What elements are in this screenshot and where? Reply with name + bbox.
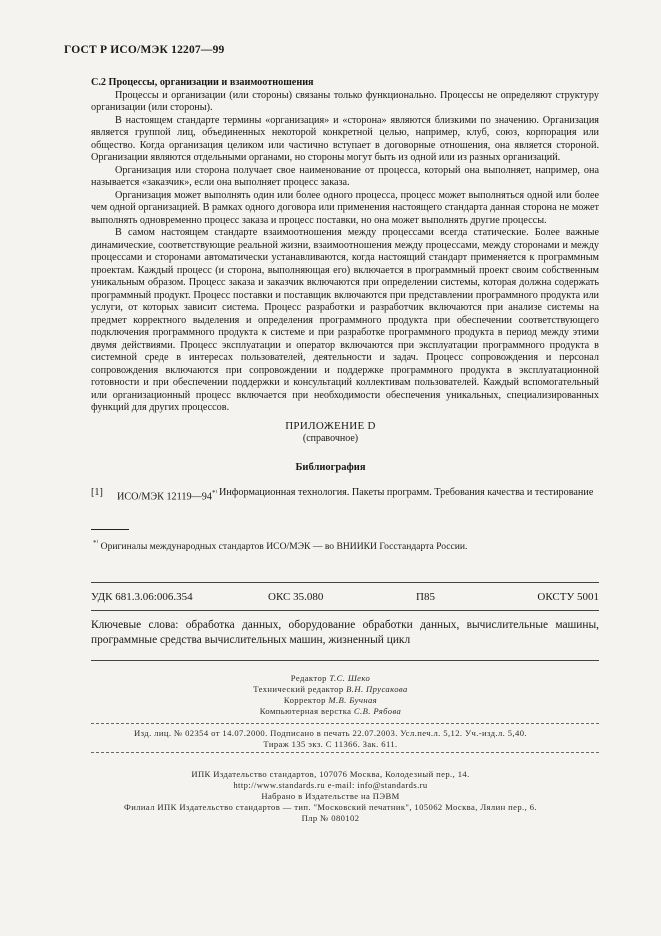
divider-top bbox=[91, 582, 599, 583]
paragraph: В самом настоящем стандарте взаимоотношения между процессами всегда статические. Более важные динамические, соответствующие реальной жизни, взаимоотношения между процессами, между сторонами и между процессами и сторонами автоматически устанавливаются, когда настоящий стандарт применяется к программным проектам. Каждый процесс (и сторона, выполняющая его) включается в программный проект своим собственным уникальным образом. Процесс заказа и заказчик включаются при определении системы, которая должна содержать программный продукт. Процесс поставки и поставщик включаются при представлении программного продукта или услуги, от которых зависит система. Процесс разработки и разработчик включаются при анализе системы на предмет корректного выделения и определения программного продукта при обеспечении соответствующего подключения программного продукта к системе и при разработке программного продукта в период между этими двумя действиями. Процесс эксплуатации и оператор включаются при эксплуатации программного продукта в системной среде в интересах пользователей, деятельности и задач. Процесс сопровождения и персонал сопровождения включаются при сопровождении и поддержке программного продукта в эксплуатационной готовности и при обеспечении поддержки и консультаций коллективам пользователей. Каждый вспомогательный или организационный процесс включается при необходимости обеспечения уникальных, специализированных функций для других процессов. bbox=[91, 227, 599, 413]
footnote bbox=[93, 539, 599, 552]
appendix-title: ПРИЛОЖЕНИЕ D bbox=[285, 420, 376, 432]
dashed-divider bbox=[91, 723, 599, 724]
divider-mid bbox=[91, 610, 599, 611]
section-title: С.2 Процессы, организации и взаимоотношения bbox=[91, 77, 314, 88]
paragraph: В настоящем стандарте термины «организация» и «сторона» являются близкими по значению. Организация является группой лиц, объединенных некоторой конкретной целью, например, клуб, союз, корпорация или общество. Когда организация целиком или частично вступает в договорные отношения, она является стороной. Организации являются отдельными органами, но стороны могут быть из одной или из разных организаций. bbox=[91, 114, 599, 163]
page-header: ГОСТ Р ИСО/МЭК 12207—99 bbox=[64, 44, 225, 56]
paragraph: Процессы и организации (или стороны) связаны только функционально. Процессы не определяют структуру организации (или стороны). bbox=[91, 89, 599, 113]
footnote-mark: *⁾ bbox=[93, 539, 99, 547]
footnote-divider bbox=[91, 529, 129, 530]
appendix-subtitle: (справочное) bbox=[302, 433, 359, 444]
divider-bottom bbox=[91, 660, 599, 661]
credit-corrector: Корректор М.В. Бучная bbox=[283, 695, 378, 705]
paragraph: Организация может выполнять один или более одного процесса, процесс может выполняться одной или более чем одной организацией. В рамках одного договора или применения настоящего стандарта данная сторона не может выполнять одновременно процесс заказа и процесс поставки, но она может выполнять другие процессы. bbox=[91, 189, 599, 226]
keywords: Ключевые слова: обработка данных, оборудование обработки данных, вычислительные машины, программные средства вычислительных машин, жизненный цикл bbox=[91, 619, 599, 646]
credits bbox=[0, 673, 661, 717]
publisher-info bbox=[0, 769, 661, 824]
credit-editor: Редактор Т.С. Шеко bbox=[290, 673, 371, 683]
license-info: Изд. лиц. № 02354 от 14.07.2000. Подписано в печать 22.07.2003. Усл.печ.л. 5,12. Уч.-изд.л. 5,40. bbox=[134, 728, 527, 738]
p-code: П85 bbox=[416, 591, 435, 603]
bibliography-title: Библиография bbox=[295, 462, 366, 473]
ref-number: [1] bbox=[91, 487, 103, 498]
publisher-address: ИПК Издательство стандартов, 107076 Москва, Колодезный пер., 14. bbox=[191, 769, 470, 779]
section-c2 bbox=[91, 77, 599, 415]
bibliography-entry bbox=[91, 487, 599, 504]
publisher-web: http://www.standards.ru e-mail: info@standards.ru bbox=[233, 780, 428, 790]
ref-standard: ИСО/МЭК 12119—94*⁾ bbox=[117, 489, 218, 503]
print-run: Тираж 135 экз. С 11366. Зак. 611. bbox=[263, 739, 398, 749]
ref-title: Информационная технология. Пакеты программ. Требования качества и тестирование bbox=[219, 487, 594, 498]
udk-code: УДК 681.3.06:006.354 bbox=[91, 591, 193, 603]
okstu-code: ОКСТУ 5001 bbox=[537, 591, 599, 603]
credit-layout: Компьютерная верстка С.В. Рябова bbox=[259, 706, 402, 716]
paragraph: Организация или сторона получает свое наименование от процесса, который она выполняет, например, она называется «заказчик», если она выполняет процесс заказа. bbox=[91, 164, 599, 188]
branch-address: Филиал ИПК Издательство стандартов — тип. "Московский печатник", 105062 Москва, Лялин пер., 6. bbox=[124, 802, 537, 812]
credit-tech-editor: Технический редактор В.Н. Прусакова bbox=[253, 684, 408, 694]
dashed-divider bbox=[91, 752, 599, 753]
plr-number: Плр № 080102 bbox=[301, 813, 360, 823]
print-info bbox=[0, 728, 661, 750]
typeset-note: Набрано в Издательстве на ПЭВМ bbox=[261, 791, 400, 801]
footnote-text: Оригиналы международных стандартов ИСО/МЭК — во ВНИИКИ Госстандарта России. bbox=[100, 541, 468, 553]
oks-code: ОКС 35.080 bbox=[268, 591, 324, 603]
